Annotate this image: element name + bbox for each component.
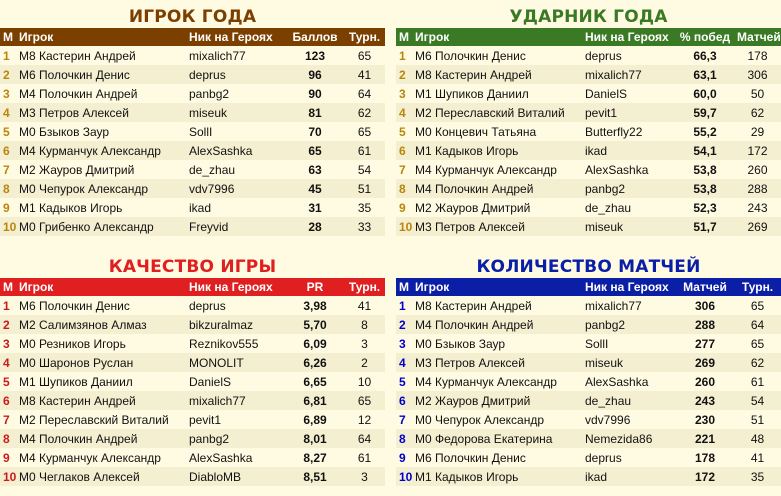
stat-cell: 6,26 [286, 353, 344, 372]
rank-cell: 7 [3, 412, 10, 427]
stat-cell: 6,09 [303, 336, 327, 351]
count-cell: 65 [344, 391, 385, 410]
player-name-cell: М4 Курманчук Александр [16, 141, 186, 160]
stat-cell: 230 [694, 412, 716, 427]
stat-cell: 51,7 [676, 217, 734, 236]
header-cell: Игрок [19, 280, 54, 294]
player-name-cell: М3 Петров Алексей [412, 217, 582, 236]
header-cell: М [3, 30, 13, 44]
rank-cell: 5 [399, 374, 406, 389]
table-row [396, 141, 781, 160]
header-cell: Ник на Героях [585, 30, 669, 44]
panel-title: УДАРНИК ГОДА [509, 7, 668, 27]
player-name-cell: М0 Резников Игорь [19, 336, 126, 351]
table-header [0, 278, 385, 296]
stat-cell: 6,65 [303, 374, 327, 389]
nickname-cell: vdv7996 [585, 412, 631, 427]
player-name-cell: М3 Петров Алексей [412, 353, 582, 372]
count-cell: 65 [357, 48, 372, 63]
player-name-cell: М0 Бзыков Заур [19, 124, 110, 139]
table-row [396, 315, 781, 334]
count-cell: 51 [344, 179, 385, 198]
player-name-cell: М4 Полочкин Андрей [16, 429, 186, 448]
table-row [396, 160, 781, 179]
player-name-cell: М8 Кастерин Андрей [19, 48, 136, 63]
table-row [0, 467, 385, 486]
rank-cell: 10 [0, 217, 16, 236]
table-row [396, 84, 781, 103]
nickname-cell: ikad [582, 141, 676, 160]
header-cell: М [399, 280, 409, 294]
rank-cell: 9 [399, 450, 406, 465]
nickname-cell: SollI [189, 124, 213, 139]
stat-cell: 90 [308, 86, 322, 101]
player-name-cell: М8 Кастерин Андрей [412, 65, 582, 84]
player-name-cell: М0 Бзыков Заур [415, 336, 506, 351]
table-header [396, 28, 781, 46]
player-name-cell: М2 Жауров Дмитрий [415, 200, 531, 215]
player-name-cell: М0 Концевич Татьяна [415, 124, 537, 139]
count-cell: 12 [357, 412, 372, 427]
stat-cell: 63 [308, 162, 322, 177]
player-name-cell: М2 Салимзянов Алмаз [16, 315, 186, 334]
rank-cell: 4 [396, 103, 412, 122]
stat-cell: 8,51 [286, 467, 344, 486]
stat-cell: 53,8 [676, 179, 734, 198]
nickname-cell: vdv7996 [186, 179, 286, 198]
nickname-cell: deprus [585, 450, 622, 465]
header-cell: М [399, 30, 409, 44]
count-cell: 41 [344, 65, 385, 84]
count-cell: 64 [734, 315, 781, 334]
nickname-cell: Reznikov555 [189, 336, 259, 351]
player-name-cell: М0 Грибенко Александр [16, 217, 186, 236]
stat-cell: 172 [676, 467, 734, 486]
nickname-cell: Freyvid [186, 217, 286, 236]
stat-cell: 59,7 [676, 103, 734, 122]
table-row [396, 467, 781, 486]
rank-cell: 10 [0, 467, 16, 486]
player-name-cell: М4 Полочкин Андрей [412, 179, 582, 198]
rank-cell: 3 [3, 86, 10, 101]
table-row [0, 429, 385, 448]
player-name-cell: М4 Полочкин Андрей [412, 315, 582, 334]
rank-cell: 2 [396, 315, 412, 334]
rank-cell: 6 [396, 141, 412, 160]
stat-cell: 52,3 [693, 200, 717, 215]
count-cell: 10 [357, 374, 372, 389]
nickname-cell: ikad [189, 200, 212, 215]
leaderboard-table [0, 28, 385, 236]
count-cell: 61 [357, 450, 372, 465]
count-cell: 35 [734, 467, 781, 486]
header-cell: Матчей [737, 30, 781, 44]
stat-cell: 178 [694, 450, 716, 465]
count-cell: 62 [344, 103, 385, 122]
player-name-cell: М0 Чеглаков Алексей [16, 467, 186, 486]
nickname-cell: deprus [585, 48, 622, 63]
stat-cell: 28 [286, 217, 344, 236]
rank-cell: 3 [3, 336, 10, 351]
header-cell: Турн. [348, 30, 381, 44]
table-row [0, 103, 385, 122]
nickname-cell: panbg2 [189, 86, 230, 101]
header-cell: Матчей [683, 280, 727, 294]
table-header [0, 28, 385, 46]
nickname-cell: bikzuralmaz [186, 315, 286, 334]
nickname-cell: AlexSashka [186, 141, 286, 160]
table-row [0, 296, 385, 315]
count-cell: 50 [750, 86, 765, 101]
player-name-cell: М1 Кадыков Игорь [412, 467, 582, 486]
header-cell: Игрок [19, 30, 54, 44]
player-name-cell: М6 Полочкин Денис [16, 65, 186, 84]
table-row [0, 122, 385, 141]
table-row [0, 46, 385, 65]
count-cell: 288 [734, 179, 781, 198]
count-cell: 2 [344, 353, 385, 372]
header-cell: Турн. [348, 280, 381, 294]
table-row [0, 448, 385, 467]
stat-cell: 123 [304, 48, 326, 63]
nickname-cell: DanielS [585, 86, 628, 101]
rank-cell: 1 [3, 48, 10, 63]
panel-title: КОЛИЧЕСТВО МАТЧЕЙ [476, 257, 701, 277]
rank-cell: 7 [399, 412, 406, 427]
player-name-cell: М6 Полочкин Денис [415, 48, 526, 63]
table-row [0, 217, 385, 236]
stat-cell: 45 [286, 179, 344, 198]
player-name-cell: М1 Шупиков Даниил [19, 374, 133, 389]
player-name-cell: М4 Курманчук Александр [415, 374, 557, 389]
stat-cell: 6,81 [286, 391, 344, 410]
nickname-cell: panbg2 [582, 315, 676, 334]
stat-cell: 3,98 [303, 298, 327, 313]
count-cell: 61 [750, 374, 765, 389]
header-cell: Игрок [415, 280, 450, 294]
count-cell: 3 [344, 467, 385, 486]
nickname-cell: de_zhau [585, 200, 632, 215]
table-header [396, 278, 781, 296]
table-row [396, 448, 781, 467]
count-cell: 8 [344, 315, 385, 334]
stat-cell: 96 [286, 65, 344, 84]
rank-cell: 10 [396, 217, 412, 236]
nickname-cell: DiabloMB [186, 467, 286, 486]
rank-cell: 8 [396, 179, 412, 198]
header-cell: Баллов [292, 30, 338, 44]
stat-cell: 70 [308, 124, 322, 139]
table-row [0, 334, 385, 353]
count-cell: 243 [747, 200, 768, 215]
player-name-cell: М0 Чепурок Александр [16, 179, 186, 198]
stat-cell: 221 [676, 429, 734, 448]
player-name-cell: М6 Полочкин Денис [19, 298, 130, 313]
player-name-cell: М2 Жауров Дмитрий [412, 391, 582, 410]
count-cell: 3 [361, 336, 368, 351]
count-cell: 54 [734, 391, 781, 410]
count-cell: 64 [357, 86, 372, 101]
table-row [0, 141, 385, 160]
nickname-cell: de_zhau [582, 391, 676, 410]
panel-match-count [396, 254, 781, 486]
nickname-cell: deprus [186, 65, 286, 84]
nickname-cell: miseuk [582, 353, 676, 372]
rank-cell: 5 [399, 124, 406, 139]
rank-cell: 10 [396, 467, 412, 486]
table-row [0, 179, 385, 198]
table-row [396, 217, 781, 236]
nickname-cell: Butterfly22 [585, 124, 643, 139]
count-cell: 64 [344, 429, 385, 448]
player-name-cell: М2 Переславский Виталий [412, 103, 582, 122]
rank-cell: 8 [0, 429, 16, 448]
stat-cell: 288 [676, 315, 734, 334]
table-row [0, 315, 385, 334]
table-row [396, 122, 781, 141]
header-cell: Ник на Героях [189, 280, 273, 294]
player-name-cell: М1 Шупиков Даниил [415, 86, 529, 101]
stat-cell: 8,27 [303, 450, 327, 465]
count-cell: 65 [750, 336, 765, 351]
nickname-cell: ikad [582, 467, 676, 486]
table-row [396, 410, 781, 429]
stat-cell: 306 [694, 298, 716, 313]
nickname-cell: mixalich77 [582, 65, 676, 84]
rank-cell: 2 [0, 315, 16, 334]
count-cell: 172 [734, 141, 781, 160]
header-cell: Турн. [741, 280, 774, 294]
player-name-cell: М1 Кадыков Игорь [19, 200, 123, 215]
nickname-cell: panbg2 [582, 179, 676, 198]
rank-cell: 3 [399, 336, 406, 351]
panel-title: ИГРОК ГОДА [128, 7, 257, 27]
table-row [396, 353, 781, 372]
player-name-cell: М4 Полочкин Андрей [19, 86, 138, 101]
stat-cell: 60,0 [693, 86, 717, 101]
nickname-cell: MONOLIT [186, 353, 286, 372]
player-name-cell: М0 Чепурок Александр [415, 412, 545, 427]
count-cell: 35 [357, 200, 372, 215]
nickname-cell: AlexSashka [189, 450, 253, 465]
panel-title: КАЧЕСТВО ИГРЫ [108, 257, 277, 277]
stat-cell: 5,70 [286, 315, 344, 334]
table-row [396, 391, 781, 410]
player-name-cell: М0 Федорова Екатерина [412, 429, 582, 448]
header-cell: PR [306, 280, 324, 294]
rank-cell: 2 [396, 65, 412, 84]
stat-cell: 53,8 [693, 162, 717, 177]
stat-cell: 31 [308, 200, 322, 215]
rank-cell: 1 [3, 298, 10, 313]
count-cell: 62 [734, 353, 781, 372]
header-cell: М [3, 280, 13, 294]
rank-cell: 6 [0, 141, 16, 160]
player-name-cell: М1 Кадыков Игорь [412, 141, 582, 160]
stat-cell: 269 [676, 353, 734, 372]
panel-game-quality [0, 254, 385, 486]
rank-cell: 4 [0, 103, 16, 122]
stat-cell: 66,3 [693, 48, 717, 63]
table-row [0, 391, 385, 410]
stat-cell: 8,01 [286, 429, 344, 448]
header-cell: Игрок [415, 30, 450, 44]
count-cell: 306 [734, 65, 781, 84]
player-name-cell: М4 Курманчук Александр [415, 162, 557, 177]
table-row [0, 198, 385, 217]
count-cell: 269 [734, 217, 781, 236]
header-cell: Ник на Героях [189, 30, 273, 44]
table-row [0, 65, 385, 84]
table-row [396, 179, 781, 198]
nickname-cell: de_zhau [189, 162, 236, 177]
count-cell: 65 [357, 124, 372, 139]
rank-cell: 1 [399, 48, 406, 63]
nickname-cell: mixalich77 [189, 48, 246, 63]
rank-cell: 4 [396, 353, 412, 372]
table-row [0, 372, 385, 391]
rank-cell: 3 [399, 86, 406, 101]
rank-cell: 6 [0, 391, 16, 410]
panel-striker-of-year [396, 4, 781, 236]
stat-cell: 277 [694, 336, 716, 351]
panel-player-of-year [0, 4, 385, 236]
nickname-cell: mixalich77 [585, 298, 642, 313]
player-name-cell: М0 Шаронов Руслан [16, 353, 186, 372]
table-row [0, 410, 385, 429]
table-row [396, 198, 781, 217]
rank-cell: 9 [3, 200, 10, 215]
nickname-cell: DanielS [189, 374, 232, 389]
rank-cell: 9 [3, 450, 10, 465]
nickname-cell: AlexSashka [585, 162, 649, 177]
nickname-cell: SollI [585, 336, 609, 351]
player-name-cell: М8 Кастерин Андрей [16, 391, 186, 410]
player-name-cell: М2 Жауров Дмитрий [19, 162, 135, 177]
count-cell: 65 [750, 298, 765, 313]
stat-cell: 260 [694, 374, 716, 389]
count-cell: 260 [747, 162, 768, 177]
count-cell: 33 [344, 217, 385, 236]
nickname-cell: pevit1 [189, 412, 222, 427]
nickname-cell: miseuk [186, 103, 286, 122]
stat-cell: 6,89 [303, 412, 327, 427]
rank-cell: 8 [396, 429, 412, 448]
player-name-cell: М8 Кастерин Андрей [415, 298, 532, 313]
count-cell: 62 [734, 103, 781, 122]
stat-cell: 54,1 [676, 141, 734, 160]
table-row [396, 372, 781, 391]
leaderboard-table [396, 28, 781, 236]
rank-cell: 8 [0, 179, 16, 198]
nickname-cell: miseuk [582, 217, 676, 236]
count-cell: 41 [357, 298, 372, 313]
rank-cell: 5 [3, 124, 10, 139]
table-row [396, 103, 781, 122]
table-row [396, 46, 781, 65]
rank-cell: 2 [0, 65, 16, 84]
rank-cell: 1 [399, 298, 406, 313]
count-cell: 48 [734, 429, 781, 448]
header-cell: Ник на Героях [585, 280, 669, 294]
rank-cell: 6 [396, 391, 412, 410]
count-cell: 41 [750, 450, 765, 465]
nickname-cell: pevit1 [582, 103, 676, 122]
nickname-cell: panbg2 [186, 429, 286, 448]
table-row [396, 65, 781, 84]
header-cell: % побед [679, 30, 731, 44]
count-cell: 61 [344, 141, 385, 160]
player-name-cell: М2 Переславский Виталий [19, 412, 169, 427]
nickname-cell: Nemezida86 [582, 429, 676, 448]
stat-cell: 81 [286, 103, 344, 122]
leaderboard-table [396, 278, 781, 486]
rank-cell: 5 [3, 374, 10, 389]
player-name-cell: М6 Полочкин Денис [415, 450, 526, 465]
table-row [396, 334, 781, 353]
player-name-cell: М4 Курманчук Александр [19, 450, 161, 465]
count-cell: 51 [750, 412, 765, 427]
count-cell: 178 [747, 48, 768, 63]
stat-cell: 243 [676, 391, 734, 410]
nickname-cell: AlexSashka [585, 374, 649, 389]
table-row [0, 353, 385, 372]
leaderboard-table [0, 278, 385, 486]
rank-cell: 7 [3, 162, 10, 177]
stat-cell: 55,2 [693, 124, 717, 139]
table-row [396, 296, 781, 315]
table-row [0, 84, 385, 103]
player-name-cell: М3 Петров Алексей [16, 103, 186, 122]
count-cell: 29 [750, 124, 765, 139]
rank-cell: 4 [0, 353, 16, 372]
rank-cell: 7 [399, 162, 406, 177]
stat-cell: 65 [286, 141, 344, 160]
rank-cell: 9 [399, 200, 406, 215]
count-cell: 54 [357, 162, 372, 177]
nickname-cell: mixalich77 [186, 391, 286, 410]
table-row [396, 429, 781, 448]
table-row [0, 160, 385, 179]
stat-cell: 63,1 [676, 65, 734, 84]
nickname-cell: deprus [189, 298, 226, 313]
